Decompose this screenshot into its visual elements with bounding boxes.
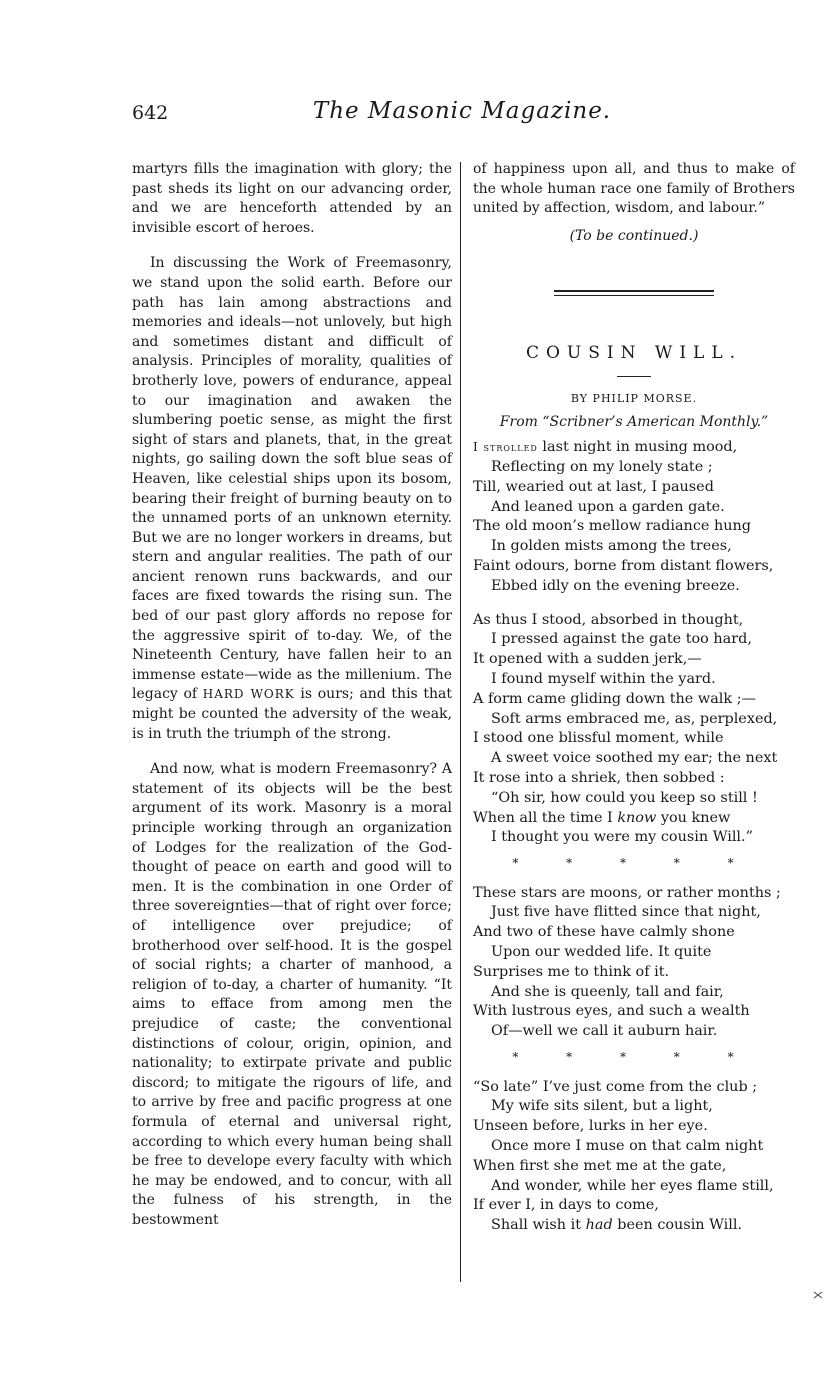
stanza-1 [473,438,795,596]
poem-line: And two of these have calmly shone [473,924,735,941]
paragraph-continuation: of happiness upon all, and thus to make of the whole human race one family of Brothers united by affection, wisdom, and labour.” [473,161,795,217]
poem-line: “So late” I’ve just come from the club ; [473,1078,758,1095]
poem-line: It rose into a shriek, then sobbed : [473,769,725,786]
page-header [132,98,792,132]
poem-line: I strolled last night in musing mood, [473,439,738,456]
poem-source: From “Scribner’s American Monthly.” [499,413,769,430]
poem-line: Of—well we call it auburn hair. [491,1023,718,1040]
poem-line: Soft arms embraced me, as, perplexed, [491,710,778,727]
poem-title: COUSIN WILL. [525,343,743,364]
poem-line: I thought you were my cousin Will.” [491,829,753,846]
poem-line: Surprises me to think of it. [473,963,670,980]
column-divider [460,162,461,1282]
poem-line: A form came gliding down the walk ;— [473,690,756,707]
poem-line: If ever I, in days to come, [473,1197,659,1214]
poem-line: In golden mists among the trees, [491,538,732,555]
star-divider: * * * * * [512,856,756,871]
star-divider: * * * * * [512,1050,756,1065]
paragraph: In discussing the Work of Freemasonry, we stand upon the solid earth. Before our path has lain among abstractions and memories and ideals—not unlovely, but high and sometimes distant and difficult of analysis. Principles of morality, qualities of brotherly love, powers of endurance, appeal to our imagination and awaken the slumbering poetic sense, as might the first sight of stars and planets, that, in the great nights, go sailing down the soft blue seas of Heaven, like celestial ships upon its bosom, bearing their freight of burning beauty on to the unnamed ports of an unknown eternity. But we are no longer workers in dreams, but stern and angular realities. The path of our ancient renown runs backwards, and our faces are fixed towards the rising sun. The bed of our past glory affords no repose for the aggressive spirit of to-day. We, of the Nineteenth Century, have fallen heir to an immense estate—wide as the millenium. The legacy of HARD WORK is ours; and this that might be counted the adversity of the weak, is in truth the triumph of the strong. [132,255,453,742]
poem-line: Unseen before, lurks in her eye. [473,1118,708,1135]
running-title: The Masonic Magazine. [312,98,612,124]
poem-line: It opened with a sudden jerk,— [473,651,702,668]
poem-line: Once more I muse on that calm night [491,1138,764,1155]
page-number: 642 [132,102,169,124]
poem-line: And leaned upon a garden gate. [491,498,725,515]
poem-line: I pressed against the gate too hard, [491,631,752,648]
poem-line: These stars are moons, or rather months ; [473,884,781,901]
stanza-2 [473,611,795,849]
poem-line: My wife sits silent, but a light, [491,1098,713,1115]
poem-line: And she is queenly, tall and fair, [491,983,724,1000]
poem-line: A sweet voice soothed my ear; the next [491,750,778,767]
edge-mark-icon [812,1290,824,1300]
paragraph: martyrs fills the imagination with glory; the past sheds its light on our advancing order, and we are henceforth attended by an invisible escort of heroes. [132,161,452,236]
left-column [132,160,452,1246]
poem-line: I found myself within the yard. [491,670,716,687]
poem-line: The old moon’s mellow radiance hung [473,518,751,535]
poem-line: I stood one blissful moment, while [473,730,724,747]
poem-line: Till, wearied out at last, I paused [473,478,714,495]
paragraph: And now, what is modern Freemasonry? A statement of its objects will be the best argument of its work. Masonry is a moral principle working through an organization of Lodges for the realization of the God-thought of peace on earth and good will to men. It is the combination in one Order of three sovereignties—that of right over force; of intelligence over prejudice; of brotherhood over self-hood. It is the gospel of social rights; a charter of manhood, a religion of to-day, a charter of humanity. “It aims to efface from among men the prejudice of caste; the conventional distinctions of colour, origin, opinion, and nationality; to extirpate private and public discord; to mitigate the rigours of life, and to arrive by free and pacific progress at one formula of eternal and universal right, according to which every human being shall be free to develope every faculty with which he may be endowed, and to concur, with all the fulness of his strength, in the bestowment [132,761,452,1228]
section-divider [554,290,714,296]
poem-line: Upon our wedded life. It quite [491,944,712,961]
continued-note: (To be continued.) [569,227,699,244]
poem-line: With lustrous eyes, and such a wealth [473,1003,750,1020]
poem-line: Reflecting on my lonely state ; [491,458,713,475]
poem-byline: BY PHILIP MORSE. [570,391,698,405]
title-rule [617,376,651,377]
stanza-3 [473,884,795,1042]
poem-line: “Oh sir, how could you keep so still ! [491,789,758,806]
poem-line: Just five have flitted since that night, [491,904,761,921]
poem-line: Shall wish it had been cousin Will. [491,1217,743,1234]
poem-line: When all the time I know you knew [473,809,731,826]
poem-line: As thus I stood, absorbed in thought, [473,611,744,628]
poem-line: Ebbed idly on the evening breeze. [491,577,740,594]
poem-line: When first she met me at the gate, [473,1157,727,1174]
stanza-4 [473,1078,795,1236]
right-column [473,160,795,1250]
poem-line: Faint odours, borne from distant flowers, [473,557,774,574]
poem-line: And wonder, while her eyes flame still, [491,1177,774,1194]
small-caps-phrase: HARD WORK [202,687,295,702]
